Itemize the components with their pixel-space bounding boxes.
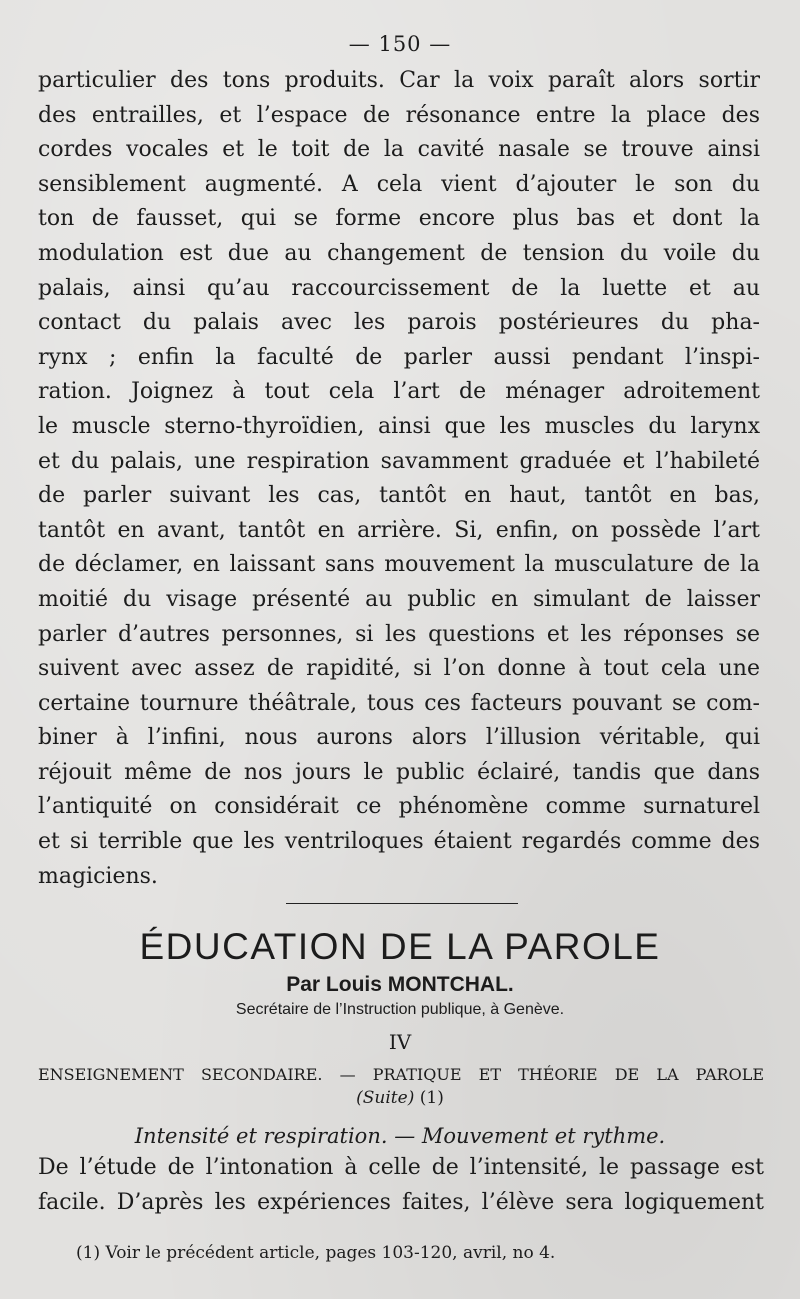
text-line: palais, ainsi qu’au raccourcissement de la luette et au: [38, 275, 760, 301]
separator-rule: [286, 903, 518, 904]
text-line: et si terrible que les ventriloques étaient regardés comme des: [38, 829, 760, 855]
text-line: réjouit même de nos jours le public éclairé, tandis que dans: [38, 759, 760, 785]
text-line: l’antiquité on considérait ce phénomène comme surnaturel: [38, 794, 760, 820]
text-line: modulation est due au changement de tension du voile du: [38, 240, 760, 266]
author-affiliation: Secrétaire de l’Instruction publique, à Genève.: [235, 1001, 565, 1018]
text-line: de déclamer, en laissant sans mouvement la musculature de la: [38, 552, 760, 578]
text-line: moitié du visage présenté au public en simulant de laisser: [38, 586, 760, 612]
text-line: sensiblement augmenté. A cela vient d’ajouter le son du: [38, 171, 760, 197]
article-author: Par Louis MONTCHAL.: [286, 973, 514, 996]
text-line: et du palais, une respiration savamment graduée et l’habileté: [38, 448, 760, 474]
page-number: — 150 —: [348, 32, 452, 56]
footnote-reference: (1): [419, 1088, 444, 1108]
text-line: suivent avec assez de rapidité, si l’on donne à tout cela une: [38, 656, 760, 682]
article-title: ÉDUCATION DE LA PAROLE: [139, 926, 661, 967]
section-heading: ENSEIGNEMENT SECONDAIRE. — PRATIQUE ET THÉORIE DE LA PAROLE: [38, 1065, 764, 1084]
suite-label: (Suite): [356, 1088, 415, 1108]
text-line: ration. Joignez à tout cela l’art de ménager adroitement: [38, 379, 760, 405]
text-line: De l’étude de l’intonation à celle de l’intensité, le passage est: [38, 1155, 764, 1180]
text-line: parler d’autres personnes, si les questions et les réponses se: [38, 621, 760, 647]
body-paragraph: [38, 64, 760, 894]
text-line: ton de fausset, qui se forme encore plus bas et dont la: [38, 206, 760, 232]
text-line: contact du palais avec les parois postérieures du pha-: [38, 310, 760, 336]
subsection-title: Intensité et respiration. — Mouvement et rythme.: [134, 1124, 666, 1148]
text-line: facile. D’après les expériences faites, l’élève sera logiquement: [38, 1189, 764, 1215]
footnote: (1) Voir le précédent article, pages 103-120, avril, no 4.: [76, 1243, 556, 1263]
text-line: cordes vocales et le toit de la cavité nasale se trouve ainsi: [38, 137, 760, 163]
text-line: tantôt en avant, tantôt en arrière. Si, enfin, on possède l’art: [38, 517, 760, 543]
text-line: le muscle sterno-thyroïdien, ainsi que les muscles du larynx: [38, 413, 760, 439]
text-line: rynx ; enfin la faculté de parler aussi pendant l’inspi-: [38, 344, 760, 370]
text-line: biner à l’infini, nous aurons alors l’illusion véritable, qui: [38, 725, 760, 751]
article-paragraph: [38, 1151, 764, 1220]
text-line: de parler suivant les cas, tantôt en haut, tantôt en bas,: [38, 483, 760, 509]
part-numeral: IV: [388, 1030, 412, 1054]
section-subnote: [0, 1085, 800, 1111]
text-line: magiciens.: [38, 863, 158, 889]
text-line: des entrailles, et l’espace de résonance entre la place des: [38, 102, 760, 128]
text-line: particulier des tons produits. Car la voix paraît alors sortir: [38, 68, 760, 93]
text-line: certaine tournure théâtrale, tous ces facteurs pouvant se com-: [38, 690, 760, 716]
